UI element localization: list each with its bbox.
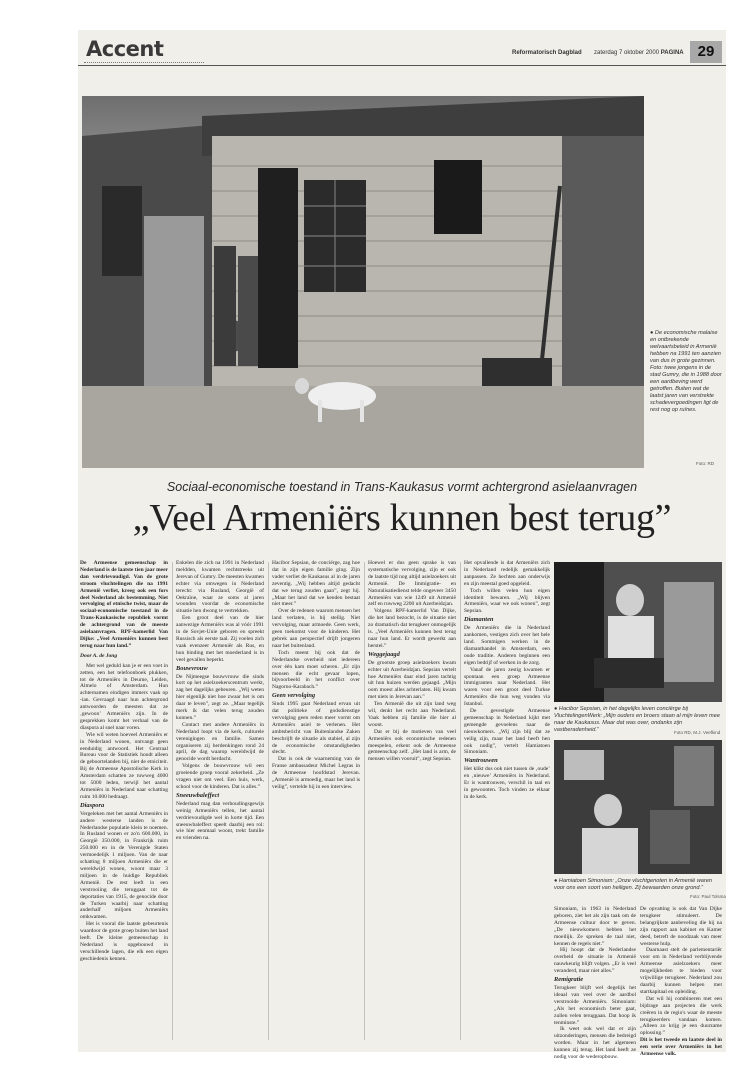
issue-date-text: zaterdag 7 oktober 2000 <box>594 50 660 56</box>
paragraph: Over de redenen waarom mensen het land verlaten, is hij stellig. Niet vervolging, maar armoede. Geen werk, geen toekomst voor de kinderen. Het gebrek aan perspectief drijft jongeren naar het buitenland. <box>272 608 360 649</box>
paragraph: Enkelen die zich na 1991 in Nederland meldden, kwamen rechtstreeks uit Jerevan of Gumry. De meesten kwamen echter via omwegen in Nederland terecht: via Rusland, Georgië of Oekraïne, waar ze soms al jaren woonden voordat de economische situatie hen dwong te vertrekken. <box>176 560 264 615</box>
subheading: Diaspora <box>80 801 105 809</box>
paragraph: Hoewel er dus geen sprake is van systematische vervolging, zijn er ook de laatste tijd nog altijd asielzoekers uit Armenië. De Immigratie- en Naturalisatiedienst telde ongeveer 3450 Armeniërs van wie 1249 uit Armenië zelf en ruwweg 2200 uit Azerbeidzjan. <box>368 560 456 608</box>
paragraph: De gevestigde Armeense gemeenschap in Nederland kijkt met gemengde gevoelens naar de nieuwkomers. „Wij zijn blij dat ze veilig zijn, maar het land heeft hen ook nodig”, vertelt Hamiatoen Simoniam. <box>464 708 550 756</box>
header-rule <box>78 65 726 66</box>
paragraph: Volgens de bouwvrouw wil een groeiende groep vooral zekerheid. „Ze vragen niet om veel. Een huis, werk, school voor de kinderen. Dat is alles.” <box>176 763 264 790</box>
paragraph: Vergeleken met het aantal Armeniërs in andere westerse landen is de Nederlandse populatie klein te noemen. In Rusland wonen er zo'n 600.000, in Georgië 350.000, in Frankrijk ruim 250.000 en in de Verenigde Staten vermoedelijk 1 miljoen. Van de naar schatting 8 miljoen Armeniërs die er wereldwijd wonen, woont maar 3 miljoen in de huidige Republiek Armenië. De rest leeft in een verstrooiing die teruggaat tot de deportaties van 1915, de genocide door de Turken waarbij naar schatting anderhalf miljoen Armeniërs omkwamen. <box>80 810 168 921</box>
article-column-4 <box>368 560 456 1048</box>
main-photo <box>82 96 644 468</box>
main-photo-credit: Foto: RD <box>696 461 715 466</box>
subheading: Bouwvrouw <box>176 664 208 672</box>
article-column-2 <box>176 560 264 1048</box>
paragraph: Contact met andere Armeniërs in Nederland loopt via de kerk, culturele verenigingen en familie. Samen organiseren zij herdenkingen rond 24 april, de dag waarop wereldwijd de genocide wordt herdacht. <box>176 721 264 763</box>
paragraph: Dat is ook de waarneming van de Franse ambassadeur Michel Legras in de Armeense hoofdstad Jerevan. „Armenië is armoedig, maar het land is veilig”, vertelde hij in een interview. <box>272 756 360 790</box>
article-column-6 <box>554 906 636 1061</box>
paragraph: Nederland mag dan verhoudingsgewijs weinig Armeniërs tellen, het aantal verdrievoudigde wel in korte tijd. Een sneeuwbaleffect speelt daarbij een rol: wie hier eenmaal woont, trekt familie en vrienden na. <box>176 800 264 842</box>
paragraph: Een groot deel van de hier aanwezige Armeniërs was al vóór 1991 in de Sovjet-Unie geboren en spreekt Russisch als eerste taal. Zij voelen zich vaak evenzeer Armeniër als Rus, en hun binding met het moederland is in veel gevallen beperkt. <box>176 615 264 663</box>
paragraph: Ik weet ook wel dat er zijn uitzonderingen, mensen die bedreigd worden. Maar in het algemeen kunnen zij terug. Het land heeft ze nodig voor de wederopbouw. <box>554 1026 636 1061</box>
subheading: Sneeuwbaleffect <box>176 791 220 799</box>
paragraph: Vanaf de jaren zestig kwamen er spontaan een groep Armeense immigranten naar Nederland. Het waren voor een groot deel Turkse Armeniërs die hun weg vonden via Istanbul. <box>464 666 550 708</box>
article-column-7 <box>640 906 722 1058</box>
portrait-caption-simoniam: ● Hamiatoen Simoniam: „Onze vluchtgenoten in Armenië waren voor ons een soort van heiligen. Zij bewaarden onze grond.” <box>554 878 713 891</box>
paragraph: Sinds 1995 gaat Nederland ervan uit dat politieke of godsdienstige vervolging geen reden meer vormt om Armeniërs asiel te verlenen. Het ambtsbericht van Buitenlandse Zaken beschrijft de situatie als stabiel, al zijn de economische omstandigheden slecht. <box>272 701 360 756</box>
subheading: Weggejaagd <box>368 650 400 658</box>
paragraph: Simoniam, in 1963 in Nederland geboren, ziet het als zijn taak om de Armeense cultuur door te geven. „De nieuwkomers hebben het moeilijk. Ze spreken de taal niet, kennen de regels niet.” <box>554 906 636 947</box>
section-title: Accent <box>86 37 164 61</box>
paragraph: Het klikt dus ook niet tussen de ‚oude’ en ‚nieuwe’ Armeniërs in Nederland. Er is wantrouwen, verschil in taal en in gewoonten. Toch vinden ze elkaar in de kerk. <box>464 766 550 800</box>
kicker: Sociaal-economische toestand in Trans-Kaukasus vormt achtergrond asielaanvragen <box>166 480 638 494</box>
paragraph: Met wel geduld kan je er een voet in zetten, een het telefoonboek plukken, tot de Armeniërs in Deurne, Leiden, Almelo of Amsterdam. Hun achternamen eindigen immers vaak op -ian. Gevraagd naar hun achtergrond antwoorden de meesten dat ze ‚gewoon’ Armeniërs zijn. In de gesprekken komt het verhaal van de diaspora al snel naar voren. <box>80 662 168 731</box>
article-column-3 <box>272 560 360 1048</box>
newspaper-page <box>78 30 726 1061</box>
subheading: Diamanten <box>464 616 494 624</box>
portrait-credit-sepsian: Foto RD, M.J. Veefkind <box>674 730 721 735</box>
column-rule <box>172 562 173 1040</box>
paragraph: Daarnaast stelt de parlementariër voor om in Nederland verblijvende Armeense asielzoekers meer mogelijkheden te bieden voor vrijwillige terugkeer. Nederland zou daarbij kunnen helpen met startkapitaal en opleiding. <box>640 947 722 995</box>
subheading: Geen vervolging <box>272 692 316 700</box>
portrait-photo-simoniam <box>554 740 722 874</box>
paragraph: De grootste groep asielzoekers kwam echter uit Azerbeidzjan. Sepsian vertelt hoe Armeniërs daar eind jaren tachtig uit hun huizen werden gejaagd. „Mijn oom moest alles achterlaten. Hij kwam met niets in Jerevan aan.” <box>368 659 456 701</box>
column-rule <box>460 562 461 1040</box>
column-rule <box>268 562 269 1040</box>
subheading: Wantrouwen <box>464 757 498 765</box>
main-photo-caption: ● De economische malaise en ontbrekende welvaartsbeleid in Armenië hebben na 1991 ten aanzien van dus in grote gezinnen. Foto: twee jongens in de stad Gumry, die in 1988 door een aardbeving werd getroffen. Buiten wat de laatst jaren van verstrekte schadevergoedingen ligt de rest nog op ruïnes. <box>650 330 722 413</box>
paragraph: De Nijmeegse bouwvrouw die sinds kort op het asielzoekerscentrum werkt, zag het dagelijks gebeuren. „Wij weten hier eigenlijk niet hoe zwaar het is om daar te leven”, zegt ze. „Maar tegelijk merk ik dat velen terug zouden kunnen.” <box>176 673 264 721</box>
issue-date <box>594 50 684 56</box>
portrait-photo-sepsian <box>554 562 722 702</box>
publication-name: Reformatorisch Dagblad <box>512 50 582 56</box>
article-lead: De Armeense gemeenschap in Nederland is de laatste tien jaar meer dan verdrievoudigd. Van de grote stroom vluchtelingen die na 1991 Armenië verliet, kreeg ook een fors deel Nederland als bestemming. Niet vervolging of etnische twist, maar de sociaal-economische toestand in de Trans-Kaukasische republiek vormt de achtergrond van de meeste asielaanvragen. RPF-kamerlid Van Dijke: „Veel Armeniërs kunnen best terug naar hun land.” <box>80 560 168 649</box>
paragraph: Terugkeer blijft wel degelijk het ideaal van veel over de aardbol verstrooide Armeniërs. Simoniam: „Als het economisch beter gaat, zullen velen teruggaan. Dat hoop ik tenminste.” <box>554 984 636 1026</box>
paragraph: Toch meent hij ook dat de Nederlandse overheid niet iedereen over één kam moet scheren. „Er zijn mensen die echt gevaar lopen, bijvoorbeeld in het conflict over Nagorno-Karabach.” <box>272 649 360 691</box>
page-number: 29 <box>690 41 722 63</box>
paragraph: Ten Armenië die uit zijn land weg wil, denkt het recht aan Nederland. Vaak hebben zij familie die hier al woont. <box>368 701 456 728</box>
paragraph: De opvatting is ook dat Van Dijke terugkeer stimuleert. De belangrijkste aanbeveling die hij na zijn rapport aan kabinet en Kamer deed, betreft de noodzaak van meer westerse hulp. <box>640 906 722 947</box>
paragraph: Wie wil weten hoeveel Armeniërs er in Nederland wonen, ontvangt geen eenduidig antwoord. Het Centraal Bureau voor de Statistiek houdt alleen de geboortelanden bij, niet de etniciteit. Bij de Armeense Apostolische Kerk in Amsterdam schatten ze ruwweg 4000 tot 5000 leden, terwijl het aantal Armeniërs in Nederland naar schatting ruim 10.000 bedraagt. <box>80 731 168 800</box>
paragraph: Hacibor Sepsian, de conciërge, zag hoe dat in zijn eigen familie ging. Zijn vader verliet de Kaukasus al in de jaren zeventig. „Wij hebben altijd gedacht dat we terug zouden gaan”, zegt hij. „Maar het land dat we kenden bestaat niet meer.” <box>272 560 360 608</box>
paragraph: Het opvallende is dat Armeniërs zich in Nederland redelijk gemakkelijk aanpassen. Ze hechten aan onderwijs en zijn meestal goed opgeleid. <box>464 560 550 587</box>
page-header <box>78 30 726 70</box>
article-column-5 <box>464 560 550 1048</box>
portrait-caption-sepsian: ● Hacibor Sepsian, in het dagelijks leven conciërge bij VluchtelingenWerk: „Mijn ouders en broers staan al mijn leven mee naar de Kaukasus. Maar dat was over, ondanks zijn vastberadenheid.” <box>554 706 720 733</box>
paragraph: Dat er bij de motieven van veel Armeniërs ook economische redenen meespelen, erkent ook de Armeense gemeenschap zelf. „Het land is arm, de mensen willen vooruit”, zegt Sepsian. <box>368 728 456 763</box>
page-label: PAGINA <box>660 50 684 56</box>
paragraph: Volgens RPF-kamerlid Van Dijke, die het land bezocht, is de situatie niet zo dramatisch dat terugkeer onmogelijk is. „Veel Armeniërs kunnen best terug naar hun land. Er wordt gewerkt aan herstel.” <box>368 608 456 649</box>
series-note: Dit is het tweede en laatste deel in een serie over Armeniërs in het Armeense volk. <box>640 1037 722 1058</box>
paragraph: Dat wil hij combineren met een bijdrage aan projecten die werk creëren in de regio's waar de meeste terugkeerders vandaan komen. „Alleen zo krijg je een duurzame oplossing.” <box>640 995 722 1037</box>
column-rule <box>364 562 365 1040</box>
article-column-1 <box>80 560 168 1048</box>
byline: Door A. de Jong <box>80 652 118 659</box>
paragraph: Hij hoopt dat de Nederlandse overheid de situatie in Armenië nauwkeurig blijft volgen. „Er is veel veranderd, maar niet alles.” <box>554 947 636 975</box>
subheading: Remigratie <box>554 976 584 984</box>
paragraph: Het is vooral die laatste gebeurtenis waardoor de grote groep buiten het land leeft. De kleine gemeenschap in Nederland is opgebouwd in verschillende lagen, die elk een eigen geschiedenis kennen. <box>80 921 168 962</box>
headline: „Veel Armeniërs kunnen best terug” <box>132 497 672 539</box>
portrait-credit-simoniam: Foto: Paul Tolsma <box>690 894 726 899</box>
paragraph: Toch willen velen hun eigen identiteit bewaren. „Wij blijven Armeniërs, waar we ook wonen”, zegt Sepsian. <box>464 587 550 615</box>
paragraph: De Armeniërs die in Nederland aankomen, vestigen zich over het hele land. Sommigen werken in de diamanthandel in Amsterdam, een oude traditie. Anderen beginnen een eigen bedrijf of werken in de zorg. <box>464 625 550 666</box>
